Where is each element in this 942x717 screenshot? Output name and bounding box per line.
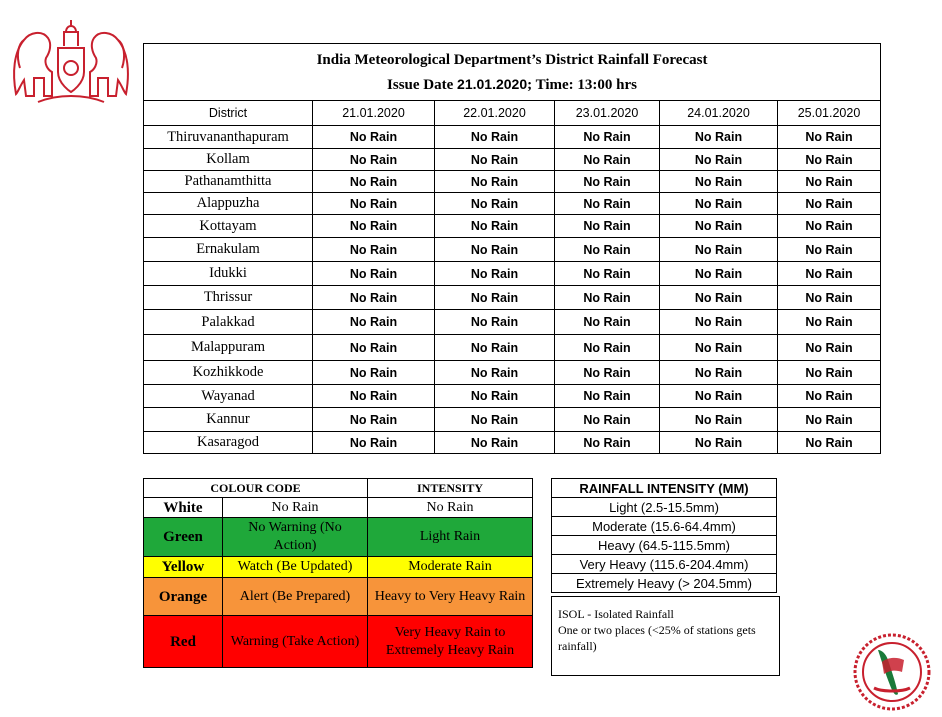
forecast-cell: No Rain: [555, 193, 660, 215]
forecast-cell: No Rain: [313, 310, 435, 335]
date-header: 21.01.2020: [313, 101, 435, 126]
warning-level: No Rain: [223, 498, 368, 518]
table-header-row: [144, 101, 881, 126]
forecast-cell: No Rain: [435, 310, 555, 335]
district-cell: Malappuram: [144, 335, 313, 361]
forecast-cell: No Rain: [555, 361, 660, 385]
colour-row: [144, 557, 533, 578]
forecast-cell: No Rain: [778, 286, 881, 310]
forecast-cell: No Rain: [660, 215, 778, 238]
table-row: [144, 432, 881, 454]
forecast-cell: No Rain: [778, 238, 881, 262]
date-header: 24.01.2020: [660, 101, 778, 126]
forecast-cell: No Rain: [660, 171, 778, 193]
forecast-cell: No Rain: [778, 335, 881, 361]
intensity-range: Extremely Heavy (> 204.5mm): [552, 574, 777, 593]
forecast-cell: No Rain: [555, 335, 660, 361]
intensity-table-header: RAINFALL INTENSITY (MM): [552, 479, 777, 498]
isol-note: [551, 596, 780, 676]
forecast-cell: No Rain: [660, 262, 778, 286]
date-header: 25.01.2020: [778, 101, 881, 126]
forecast-cell: No Rain: [555, 286, 660, 310]
colour-name: Green: [144, 518, 223, 557]
table-row: [144, 126, 881, 149]
forecast-cell: No Rain: [435, 193, 555, 215]
forecast-cell: No Rain: [313, 238, 435, 262]
forecast-cell: No Rain: [435, 238, 555, 262]
forecast-cell: No Rain: [313, 149, 435, 171]
forecast-cell: No Rain: [435, 408, 555, 432]
isol-line-2: One or two places (<25% of stations gets rainfall): [558, 623, 756, 653]
rainfall-intensity-table: [551, 478, 777, 593]
forecast-cell: No Rain: [778, 215, 881, 238]
table-row: [144, 335, 881, 361]
district-cell: Alappuzha: [144, 193, 313, 215]
forecast-cell: No Rain: [778, 171, 881, 193]
issue-time: ; Time: 13:00 hrs: [527, 76, 637, 93]
forecast-cell: No Rain: [660, 408, 778, 432]
isol-line-1: ISOL - Isolated Rainfall: [558, 607, 674, 621]
forecast-title-cell: [144, 44, 881, 101]
intensity-row: [552, 574, 777, 593]
district-cell: Palakkad: [144, 310, 313, 335]
warning-level: Alert (Be Prepared): [223, 578, 368, 616]
intensity-level: No Rain: [368, 498, 533, 518]
forecast-cell: No Rain: [660, 126, 778, 149]
forecast-cell: No Rain: [313, 361, 435, 385]
forecast-cell: No Rain: [660, 193, 778, 215]
forecast-cell: No Rain: [778, 310, 881, 335]
colour-name: White: [144, 498, 223, 518]
forecast-cell: No Rain: [660, 149, 778, 171]
district-cell: Kasaragod: [144, 432, 313, 454]
district-cell: Ernakulam: [144, 238, 313, 262]
intensity-level: Moderate Rain: [368, 557, 533, 578]
intensity-level: Light Rain: [368, 518, 533, 557]
forecast-cell: No Rain: [313, 286, 435, 310]
intensity-row: [552, 555, 777, 574]
table-row: [144, 262, 881, 286]
table-row: [144, 385, 881, 408]
table-row: [144, 149, 881, 171]
colour-name: Red: [144, 616, 223, 668]
colour-header-row: [144, 479, 533, 498]
intensity-range: Very Heavy (115.6-204.4mm): [552, 555, 777, 574]
forecast-cell: No Rain: [435, 432, 555, 454]
district-cell: Pathanamthitta: [144, 171, 313, 193]
issue-date: 21.01.2020: [457, 75, 528, 92]
district-cell: Kollam: [144, 149, 313, 171]
forecast-cell: No Rain: [435, 262, 555, 286]
forecast-cell: No Rain: [778, 385, 881, 408]
forecast-cell: No Rain: [778, 408, 881, 432]
forecast-cell: No Rain: [555, 126, 660, 149]
forecast-cell: No Rain: [313, 171, 435, 193]
table-row: [144, 310, 881, 335]
intensity-row: [552, 536, 777, 555]
district-cell: Thrissur: [144, 286, 313, 310]
intensity-row: [552, 498, 777, 517]
issue-label: Issue Date: [387, 76, 454, 93]
intensity-range: Light (2.5-15.5mm): [552, 498, 777, 517]
warning-level: Warning (Take Action): [223, 616, 368, 668]
forecast-cell: No Rain: [778, 126, 881, 149]
forecast-cell: No Rain: [660, 238, 778, 262]
forecast-cell: No Rain: [313, 262, 435, 286]
intensity-range: Moderate (15.6-64.4mm): [552, 517, 777, 536]
intensity-level: Heavy to Very Heavy Rain: [368, 578, 533, 616]
forecast-cell: No Rain: [555, 238, 660, 262]
table-row: [144, 193, 881, 215]
forecast-cell: No Rain: [313, 385, 435, 408]
colour-code-table: [143, 478, 533, 668]
forecast-cell: No Rain: [435, 385, 555, 408]
forecast-cell: No Rain: [313, 215, 435, 238]
forecast-cell: No Rain: [555, 262, 660, 286]
date-header: 22.01.2020: [435, 101, 555, 126]
intensity-level: Very Heavy Rain to Extremely Heavy Rain: [368, 616, 533, 668]
warning-level: Watch (Be Updated): [223, 557, 368, 578]
forecast-cell: No Rain: [555, 385, 660, 408]
forecast-cell: No Rain: [435, 286, 555, 310]
table-row: [144, 238, 881, 262]
forecast-cell: No Rain: [313, 126, 435, 149]
forecast-cell: No Rain: [313, 335, 435, 361]
colour-row: [144, 578, 533, 616]
district-cell: Kozhikkode: [144, 361, 313, 385]
forecast-cell: No Rain: [435, 361, 555, 385]
district-cell: Thiruvananthapuram: [144, 126, 313, 149]
colour-name: Yellow: [144, 557, 223, 578]
forecast-cell: No Rain: [660, 286, 778, 310]
colour-row: [144, 616, 533, 668]
forecast-cell: No Rain: [660, 385, 778, 408]
forecast-cell: No Rain: [778, 262, 881, 286]
forecast-cell: No Rain: [660, 432, 778, 454]
table-row: [144, 361, 881, 385]
forecast-cell: No Rain: [555, 215, 660, 238]
forecast-cell: No Rain: [660, 335, 778, 361]
district-cell: Kottayam: [144, 215, 313, 238]
forecast-cell: No Rain: [435, 126, 555, 149]
forecast-cell: No Rain: [778, 432, 881, 454]
forecast-cell: No Rain: [435, 335, 555, 361]
issue-line: [144, 72, 880, 97]
district-cell: Idukki: [144, 262, 313, 286]
forecast-cell: No Rain: [778, 361, 881, 385]
forecast-cell: No Rain: [778, 193, 881, 215]
ksdma-logo-icon: [852, 632, 932, 712]
district-header: District: [144, 101, 313, 126]
forecast-cell: No Rain: [778, 149, 881, 171]
forecast-cell: No Rain: [555, 408, 660, 432]
table-row: [144, 215, 881, 238]
forecast-cell: No Rain: [660, 361, 778, 385]
intensity-row: [552, 517, 777, 536]
district-cell: Wayanad: [144, 385, 313, 408]
forecast-cell: No Rain: [660, 310, 778, 335]
colour-row: [144, 518, 533, 557]
date-header: 23.01.2020: [555, 101, 660, 126]
district-forecast-table: [143, 43, 881, 454]
page-title: India Meteorological Department’s District Rainfall Forecast: [316, 51, 708, 68]
warning-level: No Warning (No Action): [223, 518, 368, 557]
forecast-cell: No Rain: [435, 215, 555, 238]
colour-name: Orange: [144, 578, 223, 616]
colour-row: [144, 498, 533, 518]
forecast-cell: No Rain: [313, 193, 435, 215]
colour-code-header: COLOUR CODE: [144, 479, 368, 498]
intensity-header: INTENSITY: [368, 479, 533, 498]
intensity-table-header-row: [552, 479, 777, 498]
district-cell: Kannur: [144, 408, 313, 432]
forecast-cell: No Rain: [313, 408, 435, 432]
kerala-emblem-icon: [8, 12, 134, 108]
table-row: [144, 408, 881, 432]
forecast-cell: No Rain: [555, 149, 660, 171]
table-row: [144, 171, 881, 193]
forecast-cell: No Rain: [313, 432, 435, 454]
forecast-cell: No Rain: [555, 432, 660, 454]
intensity-range: Heavy (64.5-115.5mm): [552, 536, 777, 555]
forecast-cell: No Rain: [435, 171, 555, 193]
table-row: [144, 286, 881, 310]
forecast-cell: No Rain: [435, 149, 555, 171]
forecast-cell: No Rain: [555, 310, 660, 335]
forecast-cell: No Rain: [555, 171, 660, 193]
